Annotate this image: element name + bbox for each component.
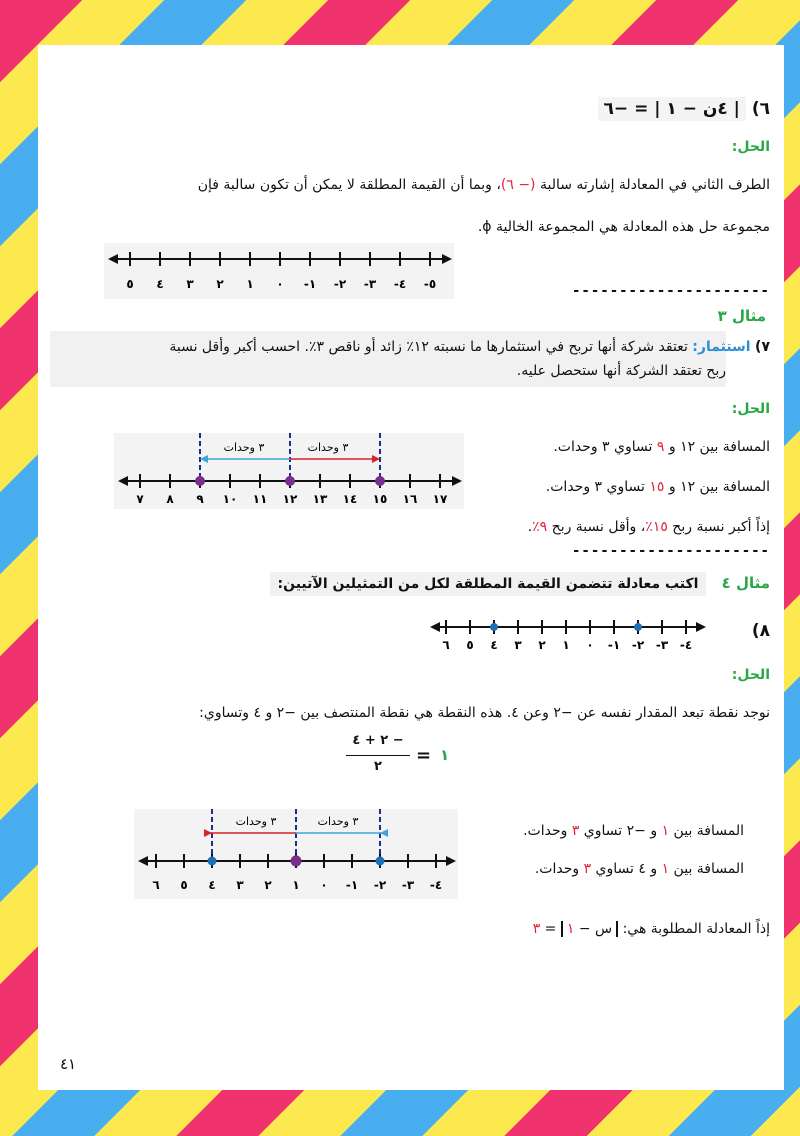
ex4q-point bbox=[490, 623, 498, 631]
example3-problem bbox=[50, 331, 770, 387]
ex3-point bbox=[285, 476, 295, 486]
example3-l2-val: ١٥ bbox=[649, 479, 665, 495]
example4-solution-label: الحل: bbox=[731, 667, 770, 683]
fraction-numerator: − ٢ + ٤ bbox=[352, 733, 404, 748]
example4-number-line-q bbox=[426, 615, 708, 657]
ex3-tick-label: ١١ bbox=[252, 492, 268, 506]
ex4s-point-right bbox=[208, 857, 217, 866]
fraction-equals: = bbox=[416, 745, 432, 766]
example3-l3-b: ، وأقل نسبة ربح bbox=[547, 519, 646, 535]
ex4-l1-c: وحدات. bbox=[523, 823, 572, 839]
ex4-final-a: إذاً المعادلة المطلوبة هي: bbox=[618, 921, 770, 937]
q6-tick-label: ٠ bbox=[276, 277, 284, 291]
example4-line1-text bbox=[523, 821, 744, 841]
example4-text1: نوجد نقطة تبعد المقدار نفسه عن −٢ وعن ٤. هذه النقطة هي نقطة المنتصف بين −٢ و ٤ وتساوي: bbox=[199, 705, 770, 721]
ex4q-tick-label: ٥ bbox=[466, 638, 474, 652]
q6-tick-label: -٢ bbox=[333, 277, 347, 291]
example3-l3-val1: ١٥٪ bbox=[645, 519, 668, 535]
example3-number: ٧) bbox=[755, 339, 770, 355]
ex4s-tick-label: ٠ bbox=[320, 878, 328, 892]
ex4-final-abs bbox=[561, 921, 618, 937]
q6-tick-label: ٣ bbox=[186, 277, 194, 291]
example4-instruction: اكتب معادلة تتضمن القيمة المطلقة لكل من التمثيلين الآتيين: bbox=[270, 572, 707, 596]
example3-separator: --------------------- bbox=[571, 543, 770, 559]
ex4s-tick-label: ٣ bbox=[236, 878, 244, 892]
ex4-l2-c: وحدات. bbox=[534, 861, 584, 877]
ex4-l1-v2: ٣ bbox=[571, 823, 580, 839]
ex3-tick-label: ١٦ bbox=[402, 492, 418, 506]
q6-text-line1 bbox=[40, 175, 770, 195]
ex4s-tick-label: ١ bbox=[292, 878, 300, 892]
example3-number-line bbox=[114, 433, 464, 509]
ex3-tick-label: ١٣ bbox=[312, 492, 328, 506]
page-number: ٤١ bbox=[60, 1055, 77, 1073]
ex4-l2-b: و ٤ تساوي bbox=[591, 861, 662, 877]
ex4-final-eq: = bbox=[540, 921, 561, 937]
ex3-tick-label: ١٢ bbox=[282, 492, 298, 506]
example3-l3-c: . bbox=[527, 519, 533, 535]
q6-tick-label: -٤ bbox=[393, 277, 407, 291]
example3-solution-label: الحل: bbox=[731, 401, 770, 417]
q6-tick-label: ١ bbox=[246, 277, 254, 291]
ex4q-arrow-left bbox=[430, 622, 440, 632]
example3-line3-text bbox=[528, 517, 770, 537]
ex3-tick-label: ٩ bbox=[196, 492, 204, 506]
ex3-tick-label: ١٧ bbox=[432, 492, 448, 506]
ex3-tick-label: ١٥ bbox=[372, 492, 388, 506]
ex4s-tick-label: ٦ bbox=[152, 878, 160, 892]
ex4s-midpoint bbox=[291, 856, 302, 867]
example4-fraction bbox=[346, 731, 456, 781]
ex4q-tick-label: -١ bbox=[607, 638, 621, 652]
ex4s-tick-label: ٤ bbox=[208, 878, 216, 892]
ex4q-tick-label: ١ bbox=[562, 638, 570, 652]
ex4q-tick-label: -٢ bbox=[631, 638, 645, 652]
ex4s-tick-label: ٥ bbox=[180, 878, 188, 892]
ex4q-tick-label: -٤ bbox=[679, 638, 693, 652]
q6-header bbox=[550, 99, 770, 127]
q6-equation-right: = −٦ bbox=[603, 99, 649, 119]
example4-title: مثال ٤ bbox=[721, 574, 770, 592]
fraction-denominator: ٢ bbox=[374, 759, 382, 774]
example3-l3-val2: ٩٪ bbox=[532, 519, 548, 535]
q6-negative-value: (− ٦) bbox=[500, 177, 536, 193]
example4-number: ٨) bbox=[751, 621, 770, 641]
q6-number: ٦) bbox=[751, 99, 770, 119]
example3-line1 bbox=[169, 337, 770, 357]
q6-tick-label: -٣ bbox=[363, 277, 377, 291]
ex3-point bbox=[195, 476, 205, 486]
q6-text-line2: مجموعة حل هذه المعادلة هي المجموعة الخالية ϕ. bbox=[477, 219, 770, 235]
ex4-l2-v2: ٣ bbox=[583, 861, 592, 877]
fraction-bar bbox=[346, 755, 410, 756]
ex3-tick-label: ٨ bbox=[166, 492, 174, 506]
ex4-l2-v1: ١ bbox=[661, 861, 670, 877]
q6-tick-label: -٥ bbox=[423, 277, 437, 291]
ex4q-tick-label: ٠ bbox=[586, 638, 594, 652]
q6-equation bbox=[598, 97, 746, 121]
example3-l3-a: إذاً أكبر نسبة ربح bbox=[667, 519, 770, 535]
q6-text-part1: الطرف الثاني في المعادلة إشارته سالبة bbox=[535, 177, 770, 193]
example4-final bbox=[533, 919, 770, 939]
ex4q-tick-label: ٤ bbox=[490, 638, 498, 652]
ex4s-tick-label: -٤ bbox=[429, 878, 443, 892]
example3-topic: استثمار: bbox=[692, 339, 751, 355]
q6-solution-label: الحل: bbox=[731, 139, 770, 155]
ex4s-arrow-label-left: ٣ وحدات bbox=[235, 815, 277, 828]
example3-l1-b: تساوي ٣ وحدات. bbox=[553, 439, 657, 455]
fraction-result: ١ bbox=[440, 746, 450, 764]
page-sheet bbox=[38, 45, 784, 1090]
ex4-final-abs-v: ١ bbox=[566, 921, 575, 937]
ex4-l1-a: المسافة بين bbox=[669, 823, 744, 839]
example3-arrow-label-right: ٣ وحدات bbox=[307, 441, 349, 454]
ex4q-tick-label: ٢ bbox=[538, 638, 546, 652]
ex4q-arrow-right bbox=[696, 622, 706, 632]
q6-tick-label: ٤ bbox=[156, 277, 164, 291]
q6-number-line bbox=[104, 243, 454, 299]
q6-equation-left: | ٤ن − ١ | bbox=[654, 99, 740, 119]
ex4s-tick-label: -١ bbox=[345, 878, 359, 892]
ex4-final-abs-a: س − bbox=[574, 921, 613, 937]
ex4s-tick-label: ٢ bbox=[264, 878, 272, 892]
ex4q-point bbox=[634, 623, 642, 631]
ex3-tick-label: ٧ bbox=[136, 492, 144, 506]
example4-number-line-s bbox=[134, 809, 458, 899]
ex4s-arrow-label-right: ٣ وحدات bbox=[317, 815, 359, 828]
ex4q-tick-label: ٣ bbox=[514, 638, 522, 652]
example4-header bbox=[270, 573, 770, 592]
example3-line2-text bbox=[546, 477, 770, 497]
example3-l1-a: المسافة بين ١٢ و bbox=[664, 439, 770, 455]
ex4s-point-left bbox=[376, 857, 385, 866]
ex3-tick-label: ١٠ bbox=[222, 492, 238, 506]
q6-text-part2: ، وبما أن القيمة المطلقة لا يمكن أن تكون سالبة فإن bbox=[197, 177, 501, 193]
example3-line1-text bbox=[553, 437, 770, 457]
q6-separator: --------------------- bbox=[571, 283, 770, 299]
example3-problem-line2: ربح تعتقد الشركة أنها ستحصل عليه. bbox=[516, 363, 726, 379]
ex4-l1-b: و −٢ تساوي bbox=[579, 823, 662, 839]
example3-l2-a: المسافة بين ١٢ و bbox=[664, 479, 770, 495]
example3-title: مثال ٣ bbox=[717, 307, 766, 325]
example3-problem-line1: تعتقد شركة أنها تربح في استثمارها ما نسبته ١٢٪ زائد أو ناقص ٣٪. احسب أكبر وأقل نسبة bbox=[169, 339, 688, 355]
example3-arrow-label-left: ٣ وحدات bbox=[223, 441, 265, 454]
ex3-point bbox=[375, 476, 385, 486]
ex4s-tick-label: -٣ bbox=[401, 878, 415, 892]
q6-tick-label: -١ bbox=[303, 277, 317, 291]
example4-line2-text bbox=[535, 859, 744, 879]
ex4-final-v: ٣ bbox=[532, 921, 541, 937]
ex4q-tick-label: ٦ bbox=[442, 638, 450, 652]
example3-l1-val: ٩ bbox=[656, 439, 665, 455]
ex4-l2-a: المسافة بين bbox=[669, 861, 744, 877]
example3-l2-b: تساوي ٣ وحدات. bbox=[545, 479, 650, 495]
q6-tick-label: ٢ bbox=[216, 277, 224, 291]
ex4-l1-v1: ١ bbox=[661, 823, 670, 839]
ex4q-tick-label: -٣ bbox=[655, 638, 669, 652]
ex4s-tick-label: -٢ bbox=[373, 878, 387, 892]
ex3-tick-label: ١٤ bbox=[342, 492, 358, 506]
q6-tick-label: ٥ bbox=[126, 277, 134, 291]
